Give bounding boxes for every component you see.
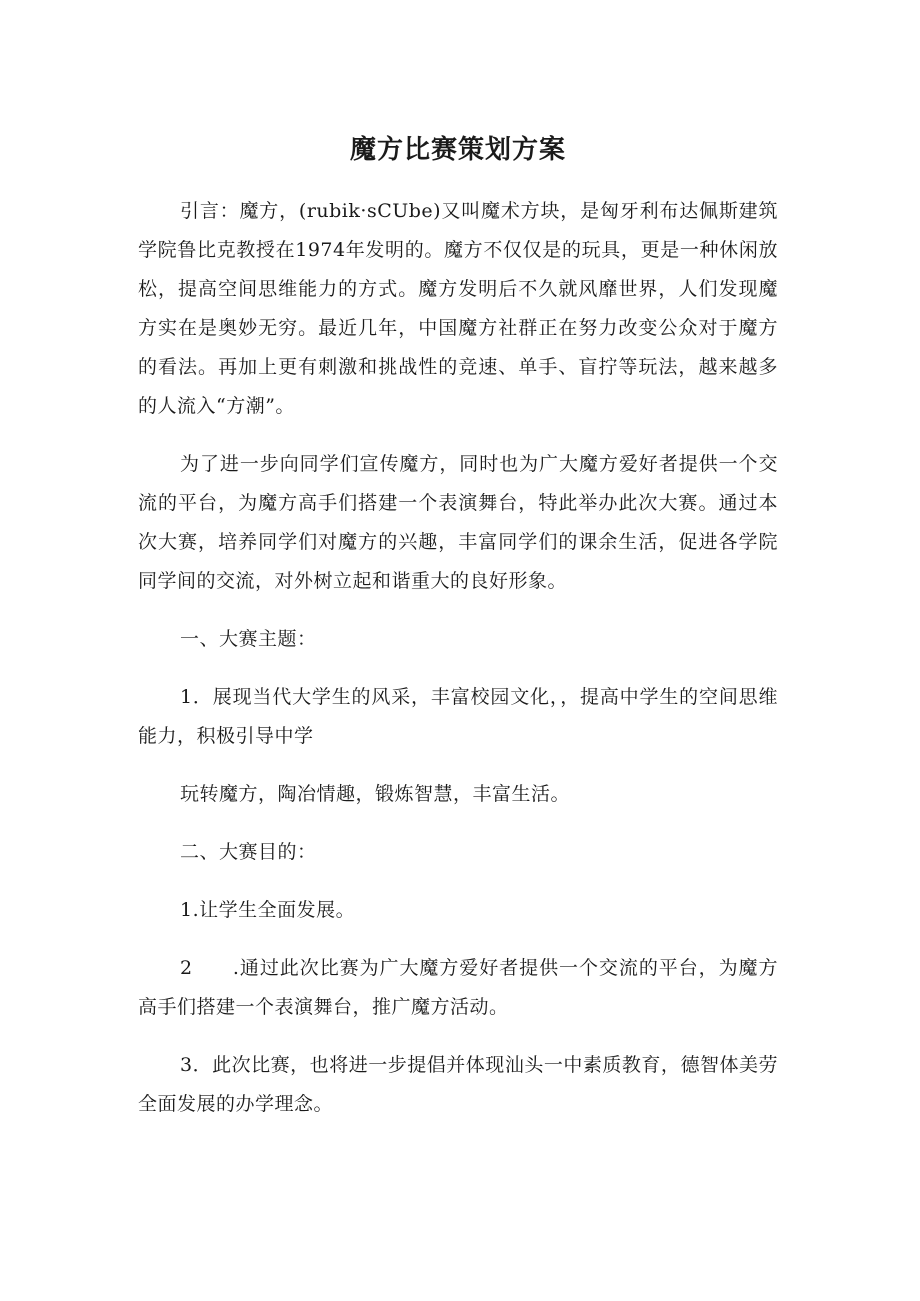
theme-item-continuation: 玩转魔方，陶冶情趣，锻炼智慧，丰富生活。	[180, 783, 571, 805]
document-page	[138, 128, 778, 1143]
goal-item-1: 1.让学生全面发展。	[180, 899, 356, 921]
goal-item-2: 2 .通过此次比赛为广大魔方爱好者提供一个交流的平台，为魔方高手们搭建一个表演舞台，推广魔方活动。	[138, 957, 778, 1018]
intro-paragraph: 引言：魔方，(rubik·sCUbe)又叫魔术方块，是匈牙利布达佩斯建筑学院鲁比克教授在1974年发明的。魔方不仅仅是的玩具，更是一种休闲放松，提高空间思维能力的方式。魔方发明后不久就风靡世界，人们发现魔方实在是奥妙无穷。最近几年，中国魔方社群正在努力改变公众对于魔方的看法。再加上更有刺激和挑战性的竞速、单手、盲拧等玩法，越来越多的人流入“方潮”。	[138, 200, 778, 417]
document-title: 魔方比赛策划方案	[349, 135, 566, 165]
theme-item-1: 1．展现当代大学生的风采，丰富校园文化，，提高中学生的空间思维能力，积极引导中学	[138, 686, 778, 747]
section-heading-goals: 二、大赛目的：	[180, 841, 317, 863]
section-heading-theme: 一、大赛主题：	[180, 628, 317, 650]
purpose-paragraph: 为了进一步向同学们宣传魔方，同时也为广大魔方爱好者提供一个交流的平台，为魔方高手们搭建一个表演舞台，特此举办此次大赛。通过本次大赛，培养同学们对魔方的兴趣，丰富同学们的课余生活，促进各学院同学间的交流，对外树立起和谐重大的良好形象。	[138, 453, 778, 592]
goal-item-3: 3．此次比赛，也将进一步提倡并体现汕头一中素质教育，德智体美劳全面发展的办学理念。	[138, 1054, 778, 1115]
